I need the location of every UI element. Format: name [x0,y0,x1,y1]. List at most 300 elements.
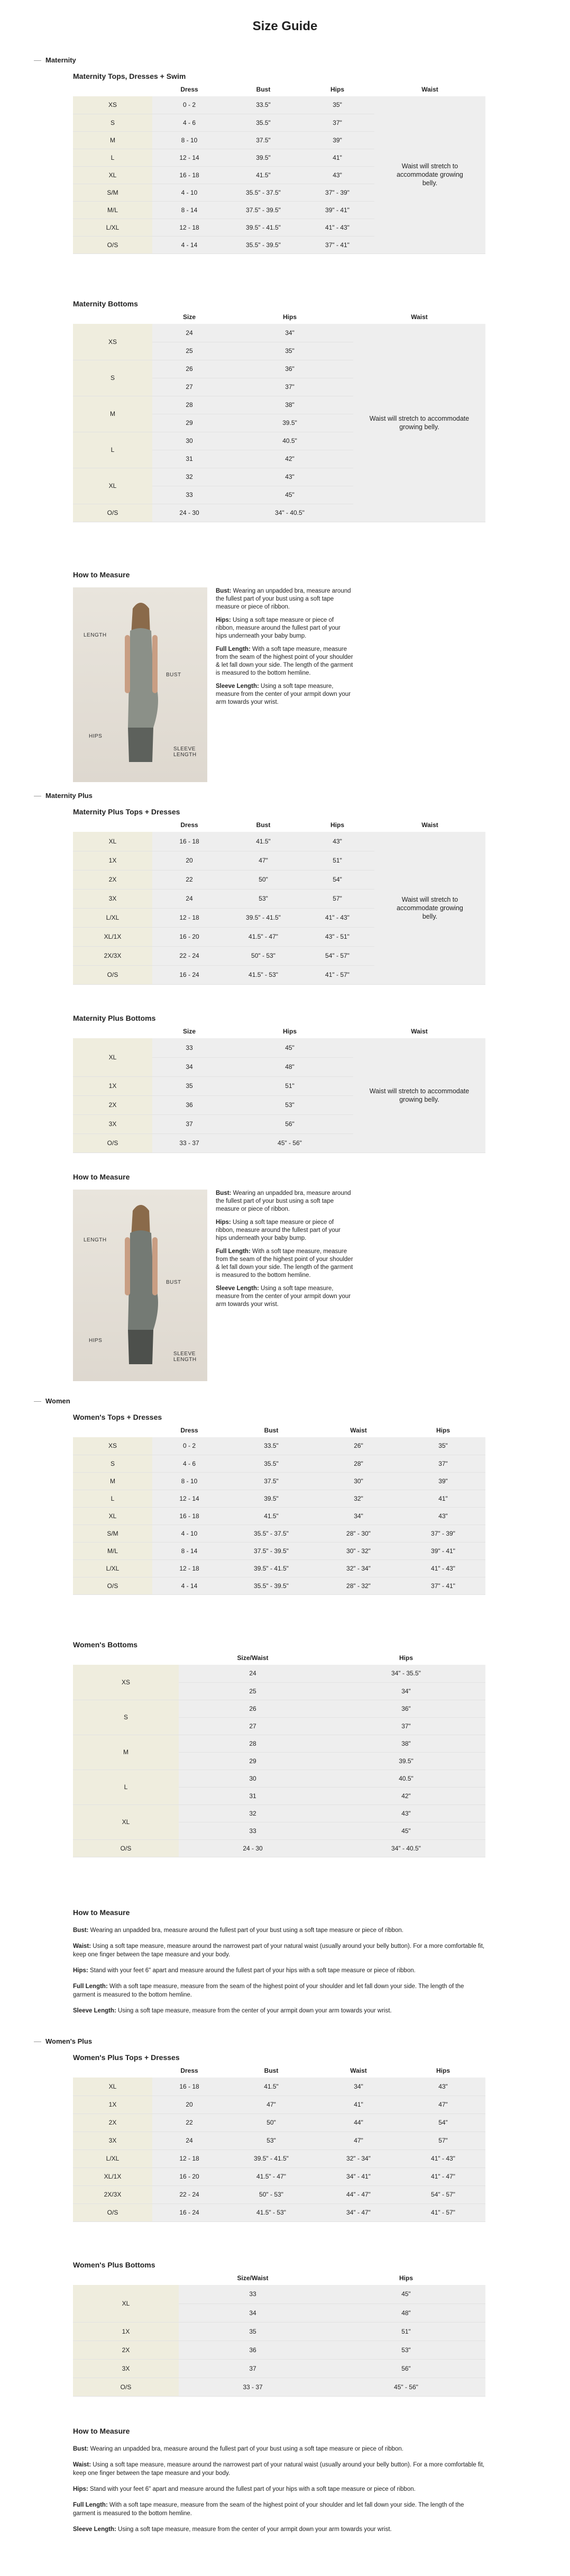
column-header: Waist [374,818,485,832]
column-header [73,2271,179,2285]
table-cell: 35.5" - 39.5" [226,236,300,253]
table-cell: 50" [226,870,300,889]
table-cell: 31 [179,1787,327,1804]
table-cell: 3X [73,2359,179,2378]
table-row [73,1559,485,1577]
table-cell: 50" - 53" [226,946,300,965]
table-cell: 4 - 14 [152,236,226,253]
table-row [73,1577,485,1594]
table-cell: 8 - 14 [152,1542,226,1559]
table-cell: 8 - 14 [152,201,226,219]
table-row [73,2167,485,2185]
table-cell: O/S [73,1133,152,1153]
womens-tops-title: Women's Tops + Dresses [73,1413,162,1421]
table-cell: 4 - 6 [152,114,226,131]
table-cell: 16 - 18 [152,2078,226,2096]
table-row [73,1525,485,1542]
section-women[interactable]: Women [45,1397,70,1405]
table-cell: 39.5" [327,1752,485,1770]
table-cell: 32" - 34" [316,2149,401,2167]
column-header: Size/Waist [179,1651,327,1665]
table-cell: 36 [152,1095,226,1114]
table-cell: 27 [179,1717,327,1735]
table-cell: O/S [73,965,152,984]
table-row [73,324,485,342]
table-cell: XL [73,1038,152,1076]
maternity-tops-table [73,83,485,254]
table-cell: 41.5" [226,832,300,851]
table-cell: 2X [73,1095,152,1114]
column-header: Dress [152,1423,226,1437]
table-cell: XS [73,324,152,360]
table-cell: 1X [73,2096,152,2114]
table-row [73,2096,485,2114]
column-header: Hips [226,1024,353,1038]
model-figure-plus-icon [114,1200,167,1364]
table-cell: 28" - 32" [316,1577,401,1594]
bust-label: BUST [166,672,181,678]
table-cell: 29 [152,414,226,432]
table-cell: 41.5" [226,2078,316,2096]
table-cell: 24 [152,2131,226,2149]
table-cell: 44" [316,2114,401,2131]
column-header: Hips [327,2271,485,2285]
table-cell: 43" - 51" [300,927,374,946]
table-cell: M [73,1735,179,1770]
column-header: Bust [226,818,300,832]
table-cell: S/M [73,184,152,201]
womens-tops-table [73,1423,485,1595]
table-row [73,1839,485,1857]
table-cell: 45" - 56" [226,1133,353,1153]
table-cell: XL/1X [73,927,152,946]
table-cell: 22 [152,2114,226,2131]
column-header: Dress [152,83,226,96]
table-cell: 40.5" [226,432,353,450]
table-cell: 3X [73,1114,152,1133]
table-cell: 28 [179,1735,327,1752]
table-cell: 51" [300,851,374,870]
table-cell: 57" [300,889,374,908]
table-cell: 34" [316,2078,401,2096]
table-cell: 33.5" [226,1437,316,1455]
table-cell: 12 - 14 [152,1490,226,1507]
table-cell: 16 - 18 [152,166,226,184]
table-cell: XS [73,1437,152,1455]
table-cell: 37 [179,2359,327,2378]
table-cell: XL [73,2285,179,2322]
column-header [73,1423,152,1437]
table-cell: XS [73,96,152,114]
table-cell: L [73,149,152,166]
womens-plus-tops-title: Women's Plus Tops + Dresses [73,2053,180,2062]
table-cell: O/S [73,236,152,253]
table-cell: 35 [152,1076,226,1095]
table-cell: 37" - 39" [401,1525,485,1542]
table-cell: 37" [300,114,374,131]
column-header [73,818,152,832]
table-cell: 37.5" - 39.5" [226,201,300,219]
section-womens-plus[interactable]: Women's Plus [45,2037,93,2045]
how-to-measure-heading-women: How to Measure [73,1908,130,1917]
table-cell: 41.5" - 47" [226,2167,316,2185]
table-cell: 2X [73,2114,152,2131]
table-cell: 35" [401,1437,485,1455]
table-cell: O/S [73,1577,152,1594]
table-cell: 16 - 24 [152,2203,226,2221]
table-cell: 45" [327,1822,485,1839]
table-cell: 41" - 47" [401,2167,485,2185]
table-row [73,2359,485,2378]
table-cell: 34 [179,2303,327,2322]
table-cell: S [73,1455,152,1472]
column-header: Dress [152,818,226,832]
table-row [73,1507,485,1525]
table-row [73,1490,485,1507]
table-cell: L/XL [73,219,152,236]
waist-note: Waist will stretch to accommodate growing belly. [353,324,485,522]
table-row [73,1542,485,1559]
table-cell: 37" [226,378,353,396]
table-cell: 20 [152,2096,226,2114]
table-cell: 2X/3X [73,946,152,965]
table-row [73,2378,485,2396]
womens-bottoms-table [73,1651,485,1857]
table-cell: XL [73,166,152,184]
table-cell: 34" [327,1682,485,1700]
table-cell: 37.5" - 39.5" [226,1542,316,1559]
womens-plus-bottoms-title: Women's Plus Bottoms [73,2261,155,2269]
table-cell: L [73,432,152,468]
table-cell: 53" [226,1095,353,1114]
column-header: Waist [353,310,485,324]
table-cell: 33 [179,1822,327,1839]
table-cell: M/L [73,201,152,219]
how-to-measure-heading: How to Measure [73,570,130,579]
table-cell: 41.5" - 47" [226,927,300,946]
table-cell: 54" [401,2114,485,2131]
table-cell: 32" [316,1490,401,1507]
table-cell: 31 [152,450,226,468]
table-row [73,2149,485,2167]
table-cell: 0 - 2 [152,1437,226,1455]
waist-note: Waist will stretch to accommodate growing belly. [374,832,485,984]
table-cell: 8 - 10 [152,131,226,149]
section-maternity-plus[interactable]: Maternity Plus [45,792,93,800]
table-cell: 30 [152,432,226,450]
table-cell: 33 [179,2285,327,2303]
table-cell: 30 [179,1770,327,1787]
table-cell: 35.5" [226,114,300,131]
column-header [73,310,152,324]
column-header: Waist [353,1024,485,1038]
table-row [73,2322,485,2341]
measure-instructions: Bust: Wearing an unpadded bra, measure around the fullest part of your bust using a soft tape measure or piece of ribbon. Hips: Using a soft tape measure or piece of ribbon, measure around the fullest part of your hips underneath your baby bump. Full Length: With a soft tape measure, measure from the seam of the highest point of your shoulder & let fall down your side. The length of the garment is measured to the bottom hemline. Sleeve Length: Using a soft tape measure, measure from the center of your armpit down your arm towards your wrist. [216,588,353,705]
table-cell: 41" - 57" [401,2203,485,2221]
table-cell: S [73,114,152,131]
table-row [73,1665,485,1682]
table-cell: 56" [226,1114,353,1133]
column-header: Hips [226,310,353,324]
maternity-plus-bottoms-title: Maternity Plus Bottoms [73,1014,156,1022]
table-cell: 29 [179,1752,327,1770]
table-cell: 41" - 43" [300,219,374,236]
column-header [73,83,152,96]
table-cell: M [73,131,152,149]
column-header: Hips [327,1651,485,1665]
column-header: Waist [374,83,485,96]
table-cell: 38" [327,1735,485,1752]
column-header: Hips [300,818,374,832]
table-cell: 36" [226,360,353,378]
measure-instructions-plus: Bust: Wearing an unpadded bra, measure around the fullest part of your bust using a soft tape measure or piece of ribbon. Hips: Using a soft tape measure or piece of ribbon, measure around the fullest part of your hips underneath your baby bump. Full Length: With a soft tape measure, measure from the seam of the highest point of your shoulder & let fall down your side. The length of the garment is measured to the bottom hemline. Sleeve Length: Using a soft tape measure, measure from the center of your armpit down your arm towards your wrist. [216,1190,353,1308]
table-row [73,1038,485,1057]
table-cell: 44" - 47" [316,2185,401,2203]
table-cell: 1X [73,1076,152,1095]
table-cell: 36" [327,1700,485,1717]
measure-photo [73,587,207,782]
table-row [73,1804,485,1822]
table-cell: 54" - 57" [300,946,374,965]
table-cell: 42" [226,450,353,468]
table-row [73,1770,485,1787]
table-cell: L/XL [73,1559,152,1577]
maternity-plus-tops-title: Maternity Plus Tops + Dresses [73,808,180,816]
column-header: Dress [152,2064,226,2078]
table-cell: 34" - 41" [316,2167,401,2185]
table-cell: 37 [152,1114,226,1133]
table-cell: 3X [73,889,152,908]
table-cell: 24 [152,889,226,908]
column-header: Hips [300,83,374,96]
table-cell: 51" [226,1076,353,1095]
column-header: Size/Waist [179,2271,327,2285]
table-cell: XL [73,832,152,851]
table-cell: 41" [401,1490,485,1507]
table-cell: 39" - 41" [300,201,374,219]
table-row [73,2078,485,2096]
table-cell: 37" - 39" [300,184,374,201]
table-cell: 8 - 10 [152,1472,226,1490]
table-cell: 53" [226,889,300,908]
table-cell: XL [73,468,152,504]
table-cell: 37" [327,1717,485,1735]
table-cell: S [73,1700,179,1735]
table-cell: 39" - 41" [401,1542,485,1559]
table-cell: 35.5" [226,1455,316,1472]
table-cell: 45" [226,486,353,504]
column-header: Size [152,1024,226,1038]
table-cell: L/XL [73,2149,152,2167]
table-cell: L [73,1770,179,1804]
table-row [73,2341,485,2359]
table-cell: 47" [226,851,300,870]
table-cell: 43" [401,1507,485,1525]
maternity-plus-tops-table [73,818,485,985]
table-row [73,2185,485,2203]
table-cell: 12 - 18 [152,219,226,236]
table-cell: 4 - 10 [152,1525,226,1542]
table-cell: 37.5" [226,131,300,149]
column-header: Bust [226,1423,316,1437]
table-cell: 50" - 53" [226,2185,316,2203]
table-cell: 16 - 18 [152,832,226,851]
table-cell: O/S [73,2203,152,2221]
table-cell: 16 - 18 [152,1507,226,1525]
table-cell: 41" - 43" [401,1559,485,1577]
table-cell: 39.5" - 41.5" [226,2149,316,2167]
table-cell: 1X [73,851,152,870]
table-cell: 39" [300,131,374,149]
table-cell: O/S [73,504,152,522]
table-cell: 38" [226,396,353,414]
table-cell: 41.5" - 53" [226,2203,316,2221]
table-cell: 22 [152,870,226,889]
table-cell: XS [73,1665,179,1700]
table-cell: 2X/3X [73,2185,152,2203]
table-cell: 22 - 24 [152,2185,226,2203]
table-row [73,1700,485,1717]
table-cell: 56" [327,2359,485,2378]
womens-plus-tops-table [73,2064,485,2222]
how-to-measure-heading-wplus: How to Measure [73,2427,130,2435]
sleeve-label: SLEEVE LENGTH [173,746,197,758]
table-cell: 24 - 30 [179,1839,327,1857]
table-cell: 41.5" [226,1507,316,1525]
table-cell: 53" [226,2131,316,2149]
table-cell: S/M [73,1525,152,1542]
table-cell: 36 [179,2341,327,2359]
table-row [73,1735,485,1752]
table-cell: 35 [179,2322,327,2341]
table-cell: 34" [316,1507,401,1525]
hips-label-plus: HIPS [89,1338,103,1344]
table-cell: 33.5" [226,96,300,114]
how-to-measure-heading-plus: How to Measure [73,1173,130,1181]
length-label-plus: LENGTH [84,1237,107,1243]
table-cell: 28 [152,396,226,414]
table-cell: 41.5" - 53" [226,965,300,984]
maternity-plus-bottoms-table [73,1024,485,1153]
table-cell: 45" [226,1038,353,1057]
table-cell: 34" - 47" [316,2203,401,2221]
table-cell: XL/1X [73,2167,152,2185]
table-cell: 30" [316,1472,401,1490]
column-header [73,1651,179,1665]
column-header: Hips [401,2064,485,2078]
table-row [73,1437,485,1455]
table-cell: 34 [152,1057,226,1076]
table-cell: 20 [152,851,226,870]
table-cell: 39.5" - 41.5" [226,219,300,236]
table-cell: 35.5" - 37.5" [226,184,300,201]
maternity-bottoms-table [73,310,485,522]
table-cell: 4 - 6 [152,1455,226,1472]
table-cell: 43" [401,2078,485,2096]
table-cell: 0 - 2 [152,96,226,114]
table-cell: 42" [327,1787,485,1804]
table-cell: 12 - 18 [152,2149,226,2167]
table-cell: 54" [300,870,374,889]
table-cell: 41" - 43" [300,908,374,927]
table-cell: 47" [401,2096,485,2114]
table-cell: 26 [179,1700,327,1717]
table-row [73,1472,485,1490]
table-cell: 2X [73,2341,179,2359]
womens-bottoms-title: Women's Bottoms [73,1640,138,1649]
table-cell: 39.5" [226,1490,316,1507]
maternity-bottoms-title: Maternity Bottoms [73,300,138,308]
table-cell: 26" [316,1437,401,1455]
table-cell: 39.5" [226,149,300,166]
measure-photo-plus [73,1190,207,1381]
column-header: Bust [226,2064,316,2078]
table-cell: 1X [73,2322,179,2341]
table-cell: 32" - 34" [316,1559,401,1577]
column-header [73,2064,152,2078]
table-cell: 25 [179,1682,327,1700]
table-cell: 37" - 41" [401,1577,485,1594]
table-cell: 53" [327,2341,485,2359]
table-cell: 12 - 14 [152,149,226,166]
waist-note: Waist will stretch to accommodate growing belly. [374,96,485,253]
table-cell: M [73,1472,152,1490]
table-cell: 16 - 24 [152,965,226,984]
table-cell: 16 - 20 [152,927,226,946]
table-cell: 54" - 57" [401,2185,485,2203]
table-cell: M [73,396,152,432]
table-cell: 48" [226,1057,353,1076]
table-cell: 2X [73,870,152,889]
table-cell: XL [73,2078,152,2096]
section-maternity[interactable]: Maternity [45,56,76,64]
bust-label-plus: BUST [166,1280,181,1285]
table-row [73,2131,485,2149]
table-cell: 22 - 24 [152,946,226,965]
table-cell: 33 - 37 [152,1133,226,1153]
table-cell: 45" - 56" [327,2378,485,2396]
table-cell: 24 - 30 [152,504,226,522]
column-header: Hips [401,1423,485,1437]
table-cell: 27 [152,378,226,396]
table-cell: O/S [73,2378,179,2396]
table-cell: 57" [401,2131,485,2149]
table-cell: 28" - 30" [316,1525,401,1542]
table-cell: 51" [327,2322,485,2341]
table-row [73,832,485,851]
table-cell: L [73,1490,152,1507]
table-cell: 24 [152,324,226,342]
column-header [73,1024,152,1038]
table-cell: 12 - 18 [152,908,226,927]
table-cell: S [73,360,152,396]
table-cell: 39.5" - 41.5" [226,1559,316,1577]
hips-label: HIPS [89,733,103,739]
table-cell: 33 - 37 [179,2378,327,2396]
table-cell: 47" [316,2131,401,2149]
waist-note: Waist will stretch to accommodate growing belly. [353,1038,485,1153]
table-cell: 47" [226,2096,316,2114]
maternity-tops-title: Maternity Tops, Dresses + Swim [73,72,186,80]
table-cell: 40.5" [327,1770,485,1787]
length-label: LENGTH [84,632,107,638]
table-cell: 45" [327,2285,485,2303]
table-cell: O/S [73,1839,179,1857]
table-cell: 43" [226,468,353,486]
table-cell: 41.5" [226,166,300,184]
table-row [73,2285,485,2303]
table-cell: 4 - 10 [152,184,226,201]
